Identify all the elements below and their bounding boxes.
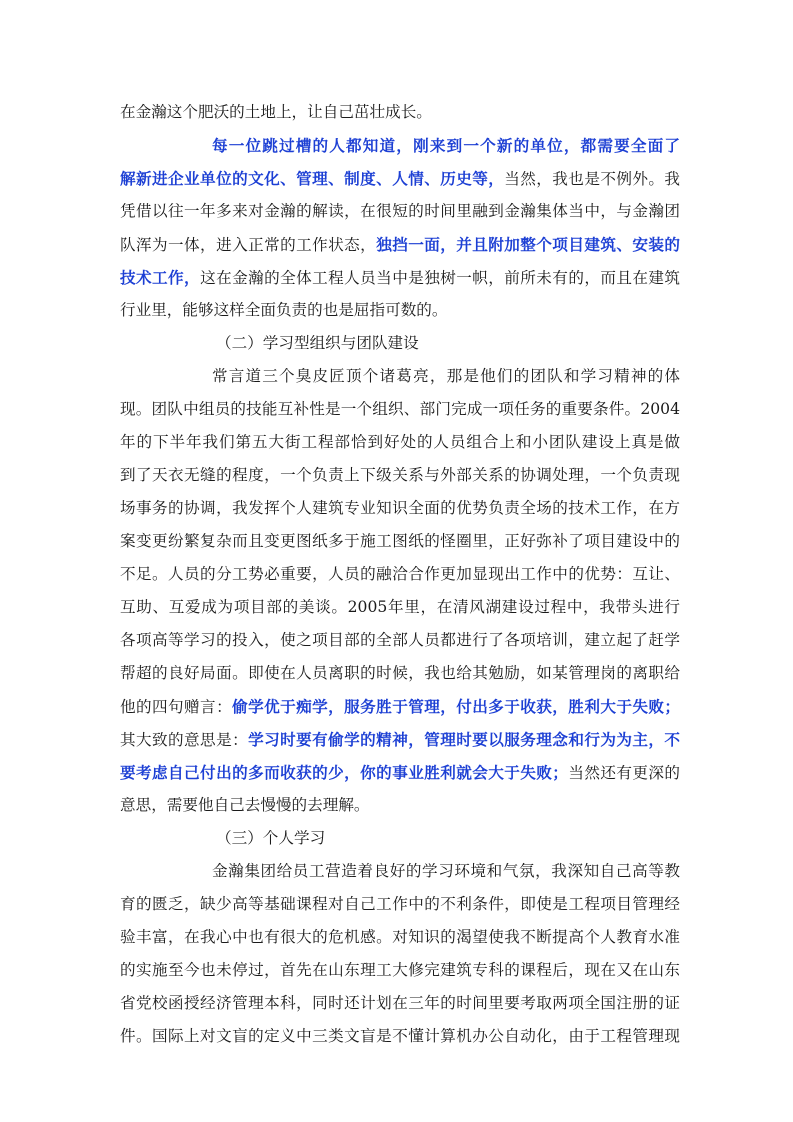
emphasis-text: 偷学优于痴学，服务胜于管理，付出多于收获，胜利大于失败； [232,697,680,716]
text-line: 行业里，能够这样全面负责的也是屈指可数的。 [120,301,448,319]
text-line: 帮超的良好局面。即使在人员离职的时候，我也给其勉励，如某管理岗的离职给 [120,664,680,682]
text-line: 队浑为一体，进入正常的工作状态，独挡一面，并且附加整个项目建筑、安装的 [120,235,680,254]
section-heading: （二）学习型组织与团队建设 [216,334,419,352]
text-line: 到了天衣无缝的程度，一个负责上下级关系与外部关系的协调处理，一个负责现 [120,466,680,484]
text-line: 不足。人员的分工势必重要，人员的融洽合作更加显现出工作中的优势：互让、 [120,565,680,583]
text-line: 件。国际上对文盲的定义中三类文盲是不懂计算机办公自动化，由于工程管理现 [120,1027,680,1045]
text-line: 各项高等学习的投入，使之项目部的全部人员都进行了各项培训，建立起了赶学 [120,631,680,649]
text-line: 在金瀚这个肥沃的土地上，让自己茁壮成长。 [120,103,432,121]
text-line: 技术工作，这在金瀚的全体工程人员当中是独树一帜，前所未有的，而且在建筑 [120,268,680,287]
text-line [120,129,680,162]
text-line: 育的匮乏，缺少高等基础课程对自己工作中的不利条件，即使是工程项目管理经 [120,895,680,913]
text-line: 验丰富，在我心中也有很大的危机感。对知识的渴望使我不断提高个人教育水准 [120,928,680,946]
text-line: 的实施至今也未停过，首先在山东理工大修完建筑专科的课程后，现在又在山东 [120,961,680,979]
emphasis-text: 学习时要有偷学的精神，管理时要以服务理念和行为为主，不 [248,730,680,749]
text-line: 场事务的协调，我发挥个人建筑专业知识全面的优势负责全场的技术工作，在方 [120,499,680,517]
text-line: 常言道三个臭皮匠顶个诸葛亮，那是他们的团队和学习精神的体 [212,367,680,385]
text-line: 省党校函授经济管理本科，同时还计划在三年的时间里要考取两项全国注册的证 [120,994,680,1012]
emphasis-text: 要考虑自己付出的多而收获的少，你的事业胜利就会大于失败； [120,763,568,782]
emphasis-text: 解新进企业单位的文化、管理、制度、人情、历史等， [120,169,505,188]
section-heading: （三）个人学习 [216,829,326,847]
emphasis-text: 技术工作， [120,268,201,287]
text-line: 其大致的意思是：学习时要有偷学的精神，管理时要以服务理念和行为为主，不 [120,730,680,749]
text-line: 凭借以往一年多来对金瀚的解读，在很短的时间里融到金瀚集体当中，与金瀚团 [120,202,680,220]
text-line: 案变更纷繁复杂而且变更图纸多于施工图纸的怪圈里，正好弥补了项目建设中的 [120,532,680,550]
text-line: 意思，需要他自己去慢慢的去理解。 [120,796,370,814]
document-page [120,96,680,1053]
text-line: 金瀚集团给员工营造着良好的学习环境和气氛，我深知自己高等教 [212,862,680,880]
emphasis-text: 独挡一面，并且附加整个项目建筑、安装的 [376,235,680,254]
text-line: 解新进企业单位的文化、管理、制度、人情、历史等，当然，我也是不例外。我 [120,169,680,188]
emphasis-text: 每一位跳过槽的人都知道，刚来到一个新的单位，都需要全面了 [212,136,680,155]
text-line: 现。团队中组员的技能互补性是一个组织、部门完成一项任务的重要条件。2004 [120,400,680,418]
text-line: 要考虑自己付出的多而收获的少，你的事业胜利就会大于失败；当然还有更深的 [120,763,680,782]
text-line: 他的四句赠言：偷学优于痴学，服务胜于管理，付出多于收获，胜利大于失败； [120,697,680,716]
text-line: 年的下半年我们第五大街工程部恰到好处的人员组合上和小团队建设上真是做 [120,433,680,451]
text-line: 互助、互爱成为项目部的美谈。2005年里，在清风湖建设过程中，我带头进行 [120,598,680,616]
